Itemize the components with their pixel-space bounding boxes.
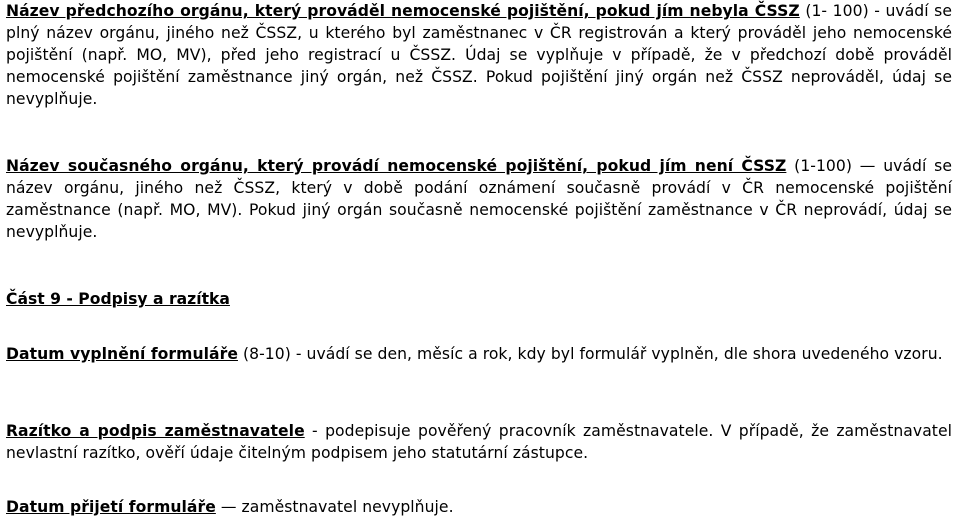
heading-previous-organ: Název předchozího orgánu, který prováděl nemocenské pojištění, pokud jím nebyla ČSSZ bbox=[6, 2, 800, 20]
paragraph-current-organ bbox=[6, 155, 952, 243]
paragraph-stamp-signature bbox=[6, 420, 952, 464]
paragraph-receipt-date bbox=[6, 496, 952, 518]
paragraph-previous-organ bbox=[6, 0, 952, 110]
text-fill-date: (8-10) - uvádí se den, měsíc a rok, kdy byl formulář vyplněn, dle shora uvedeného vzoru. bbox=[237, 345, 943, 363]
text-stamp-signature: - podepisuje pověřený pracovník zaměstnavatele. V případě, že zaměstnavatel nevlastní razítko, ověří údaje čitelným podpisem jeho statutární zástupce. bbox=[6, 422, 952, 462]
text-current-organ: (1-100) — uvádí se název orgánu, jiného než ČSSZ, který v době podání oznámení současně provádí v ČR nemocenské pojištění zaměstnance (např. MO, MV). Pokud jiný orgán současně nemocenské pojištění zaměstnance v ČR neprovádí, údaj se nevyplňuje. bbox=[6, 157, 952, 241]
heading-stamp-signature: Razítko a podpis zaměstnavatele bbox=[6, 422, 305, 440]
text-previous-organ: (1- 100) - uvádí se plný název orgánu, jiného než ČSSZ, u kterého byl zaměstnanec v ČR registrován a který prováděl jeho nemocenské pojištění (např. MO, MV), před jeho registrací u ČSSZ. Údaj se vyplňuje v případě, že v předchozí době prováděl nemocenské pojištění zaměstnance jiný orgán, než ČSSZ. Pokud pojištění jiný orgán než ČSSZ neprováděl, údaj se nevyplňuje. bbox=[6, 2, 952, 108]
paragraph-fill-date bbox=[6, 343, 952, 365]
heading-current-organ: Název současného orgánu, který provádí nemocenské pojištění, pokud jím není ČSSZ bbox=[6, 157, 787, 175]
heading-fill-date: Datum vyplnění formuláře bbox=[6, 345, 238, 363]
section-9-title: Část 9 - Podpisy a razítka bbox=[6, 290, 230, 308]
heading-receipt-date: Datum přijetí formuláře bbox=[6, 498, 216, 516]
text-receipt-date: — zaměstnavatel nevyplňuje. bbox=[215, 498, 454, 516]
